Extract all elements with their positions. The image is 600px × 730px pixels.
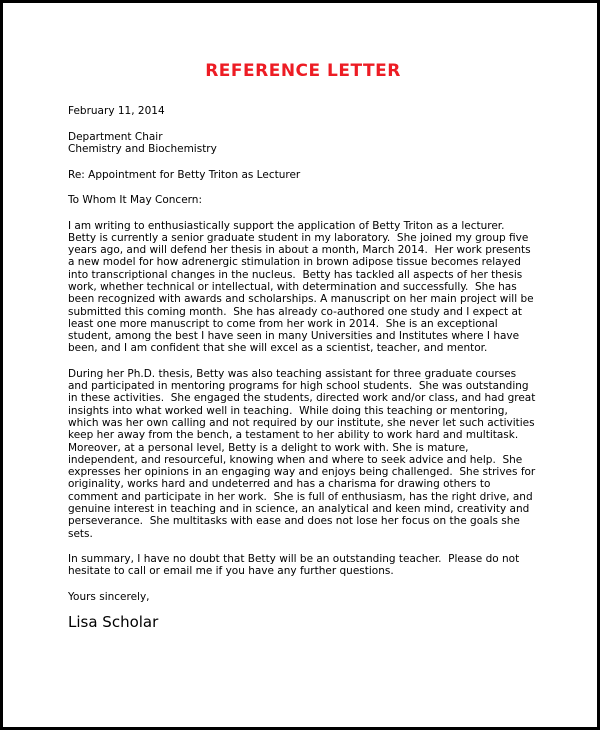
subject-line: Re: Appointment for Betty Triton as Lecturer — [68, 168, 301, 181]
body-paragraph-3: In summary, I have no doubt that Betty will be an outstanding teacher. Please do not hesitate to call or email me if you have any further questions. — [68, 552, 523, 578]
letter-content — [68, 61, 538, 631]
recipient-line: Chemistry and Biochemistry — [68, 143, 217, 155]
body-paragraph-1: I am writing to enthusiastically support the application of Betty Triton as a lecturer. Betty is currently a senior graduate student in my laboratory. She joined my group five years ago, and will defend her thesis in about a month, March 2014. Her work presents a new model for how adrenergic stimulation in brown adipose tissue becomes relayed into transcriptional changes in the nucleus. Betty has tackled all aspects of her thesis work, whether technical or intellectual, with determination and successfully. She has been recognized with awards and scholarships. A manuscript on her main project will be submitted this coming month. She has already co-authored one study and I expect at least one more manuscript to come from her work in 2014. She is an exceptional student, among the best I have seen in many Universities and Institutes where I have been, and I am confident that she will excel as a scientist, teacher, and mentor. — [68, 219, 537, 355]
salutation: To Whom It May Concern: — [68, 194, 202, 206]
body-paragraph-2: During her Ph.D. thesis, Betty was also teaching assistant for three graduate courses and participated in mentoring programs for high school students. She was outstanding in these activities. She engaged the students, directed work and/or class, and had great insights into what worked well in teaching. While doing this teaching or mentoring, which was her own calling and not required by our institute, she never let such activities keep her away from the bench, a testament to her ability to work hard and multitask. Moreover, at a personal level, Betty is a delight to work with. She is mature, independent, and resourceful, knowing when and where to seek advice and help. She expresses her opinions in an engaging way and enjoys being challenged. She strives for originality, works hard and undeterred and has a charisma for drawing others to comment and participate in her work. She is full of enthusiasm, has the right drive, and genuine interest in teaching and in science, an analytical and keen mind, creativity and perseverance. She multitasks with ease and does not lose her focus on the goals she sets. — [68, 367, 539, 540]
date-line: February 11, 2014 — [68, 105, 165, 117]
page-title: REFERENCE LETTER — [205, 61, 401, 81]
recipient-block — [68, 131, 538, 156]
signature-name: Lisa Scholar — [68, 613, 159, 632]
recipient-line: Department Chair — [68, 130, 163, 143]
closing-line: Yours sincerely, — [68, 590, 150, 603]
